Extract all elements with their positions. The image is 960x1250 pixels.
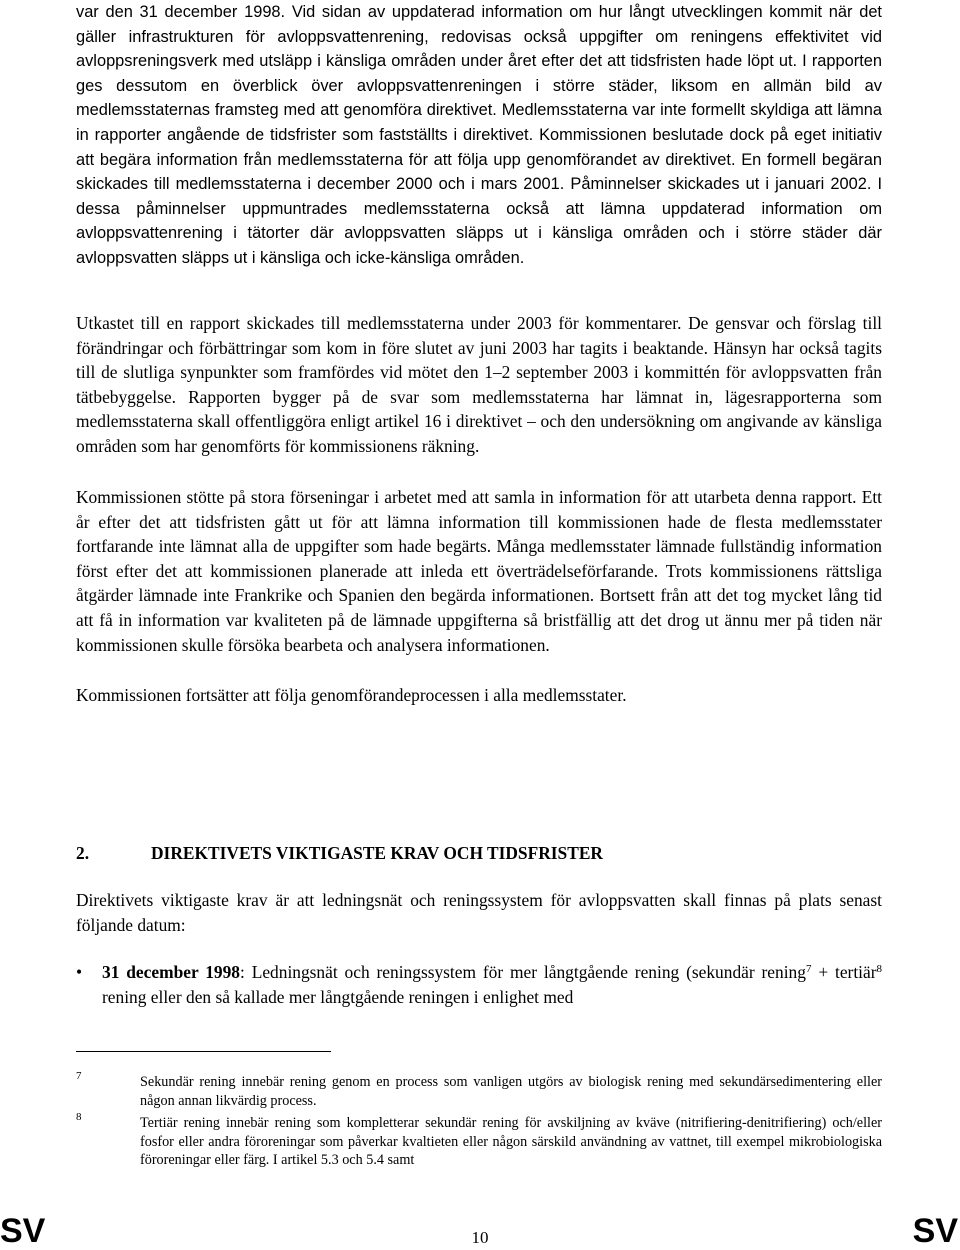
section-intro: Direktivets viktigaste krav är att ledningsnät och reningssystem för avloppsvatten skall finnas på plats senast följande datum: [76,890,882,935]
bullet-text [102,960,882,1010]
footnote-ref-8: 8 [876,963,883,975]
section-title: DIREKTIVETS VIKTIGASTE KRAV OCH TIDSFRISTER [151,843,603,863]
page-number: 10 [471,1228,489,1247]
footnote-separator [76,1051,331,1052]
footnote-ref-7: 7 [805,963,812,975]
language-code-left: SV [0,1212,46,1250]
bullet-text-c: rening eller den så kallade mer långtgående reningen i enlighet med [102,987,574,1007]
footnote-7 [76,1070,882,1110]
paragraph-2: Utkastet till en rapport skickades till medlemsstaterna under 2003 för kommentarer. De gensvar och förslag till förändringar och förbättringar som kom in före slutet av juni 2003 har tagits i beaktande. Hänsyn har också tagits till de slutliga synpunkter som framfördes vid mötet den 1–2 september 2003 i kommittén för avloppsvatten från tätbebyggelse. Rapporten bygger på de svar som medlemsstaterna har lämnat in, lägesrapporterna som medlemsstaterna skall offentliggöra enligt artikel 16 i direktivet – och den undersökning om angivande av känsliga områden som har genomförts för kommissionens räkning. [76,313,882,456]
paragraph-4: Kommissionen fortsätter att följa genomförandeprocessen i alla medlemsstater. [76,685,627,705]
footnote-8 [76,1111,882,1170]
bullet-text-a: : Ledningsnät och reningssystem för mer långtgående rening (sekundär rening [240,962,806,982]
bullet-icon: • [76,962,83,982]
section-heading [76,843,882,864]
bullet-item [76,960,882,1010]
footnote-text: Tertiär rening innebär rening som kompletterar sekundär rening för avskiljning av kväve (nitrifiering-denitrifiering) och/eller fosfor eller andra föroreningar som påverkar kvaltieten eller någon särskild användning av vattnet, till exempel mikrobiologiska föroreningar eller färg. I artikel 5.3 och 5.4 samt [140,1115,882,1168]
paragraph-3: Kommissionen stötte på stora förseningar i arbetet med att samla in information för att utarbeta denna rapport. Ett år efter det att tidsfristen gått ut för att lämna information till kommissionen hade de flesta medlemsstater fortfarande inte lämnat alla de uppgifter som hade begärts. Många medlemsstater lämnade fullständig information först efter det att kommissionen planerade att inleda ett överträdelseförfarande. Trots kommissionens rättsliga åtgärder lämnade inte Frankrike och Spanien den begärda informationen. Bortsett från att det tog mycket lång tid att få in information var kvaliteten på de lämnade uppgifterna så bristfällig att det drog ut ännu mer på tiden när kommissionen skulle försöka bearbeta och analysera informationen. [76,487,882,655]
footnote-mark: 7 [76,1070,82,1082]
language-code-right: SV [912,1212,958,1250]
bullet-text-b: + tertiär [811,962,877,982]
paragraph-intro: var den 31 december 1998. Vid sidan av uppdaterad information om hur långt utvecklingen kommit när det gäller infrastrukturen för avloppsvattenrening, redovisas också uppgifter om reningens effektivitet vid avloppsreningsverk med utsläpp i känsliga områden under året efter det att tidsfristen hade löpt ut. I rapporten ges dessutom en överblick över avloppsvattenreningen i större städer, liksom en allmän bild av medlemsstaternas framsteg med att genomföra direktivet. Medlemsstaterna var inte formellt skyldiga att lämna in rapporter angående de tidsfrister som fastställts i direktivet. Kommissionen beslutade dock på eget initiativ att begära information från medlemsstaterna för att följa upp genomförandet av direktivet. En formell begäran skickades till medlemsstaterna i december 2000 och i mars 2001. Påminnelser skickades ut i januari 2002. I dessa påminnelser uppmuntrades medlemsstaterna också att lämna uppdaterad information om avloppsvattenrening i tätorter där avloppsvatten släpps ut i känsliga områden och i större städer där avloppsvatten släpps ut i känsliga och icke-känsliga områden. [76,3,882,267]
bullet-date: 31 december 1998 [102,962,241,982]
footnote-mark: 8 [76,1111,82,1123]
footnote-text: Sekundär rening innebär rening genom en process som vanligen utgörs av biologisk rening med sekundärsedimentering eller någon annan likvärdig process. [140,1074,882,1109]
section-number: 2. [76,843,90,863]
